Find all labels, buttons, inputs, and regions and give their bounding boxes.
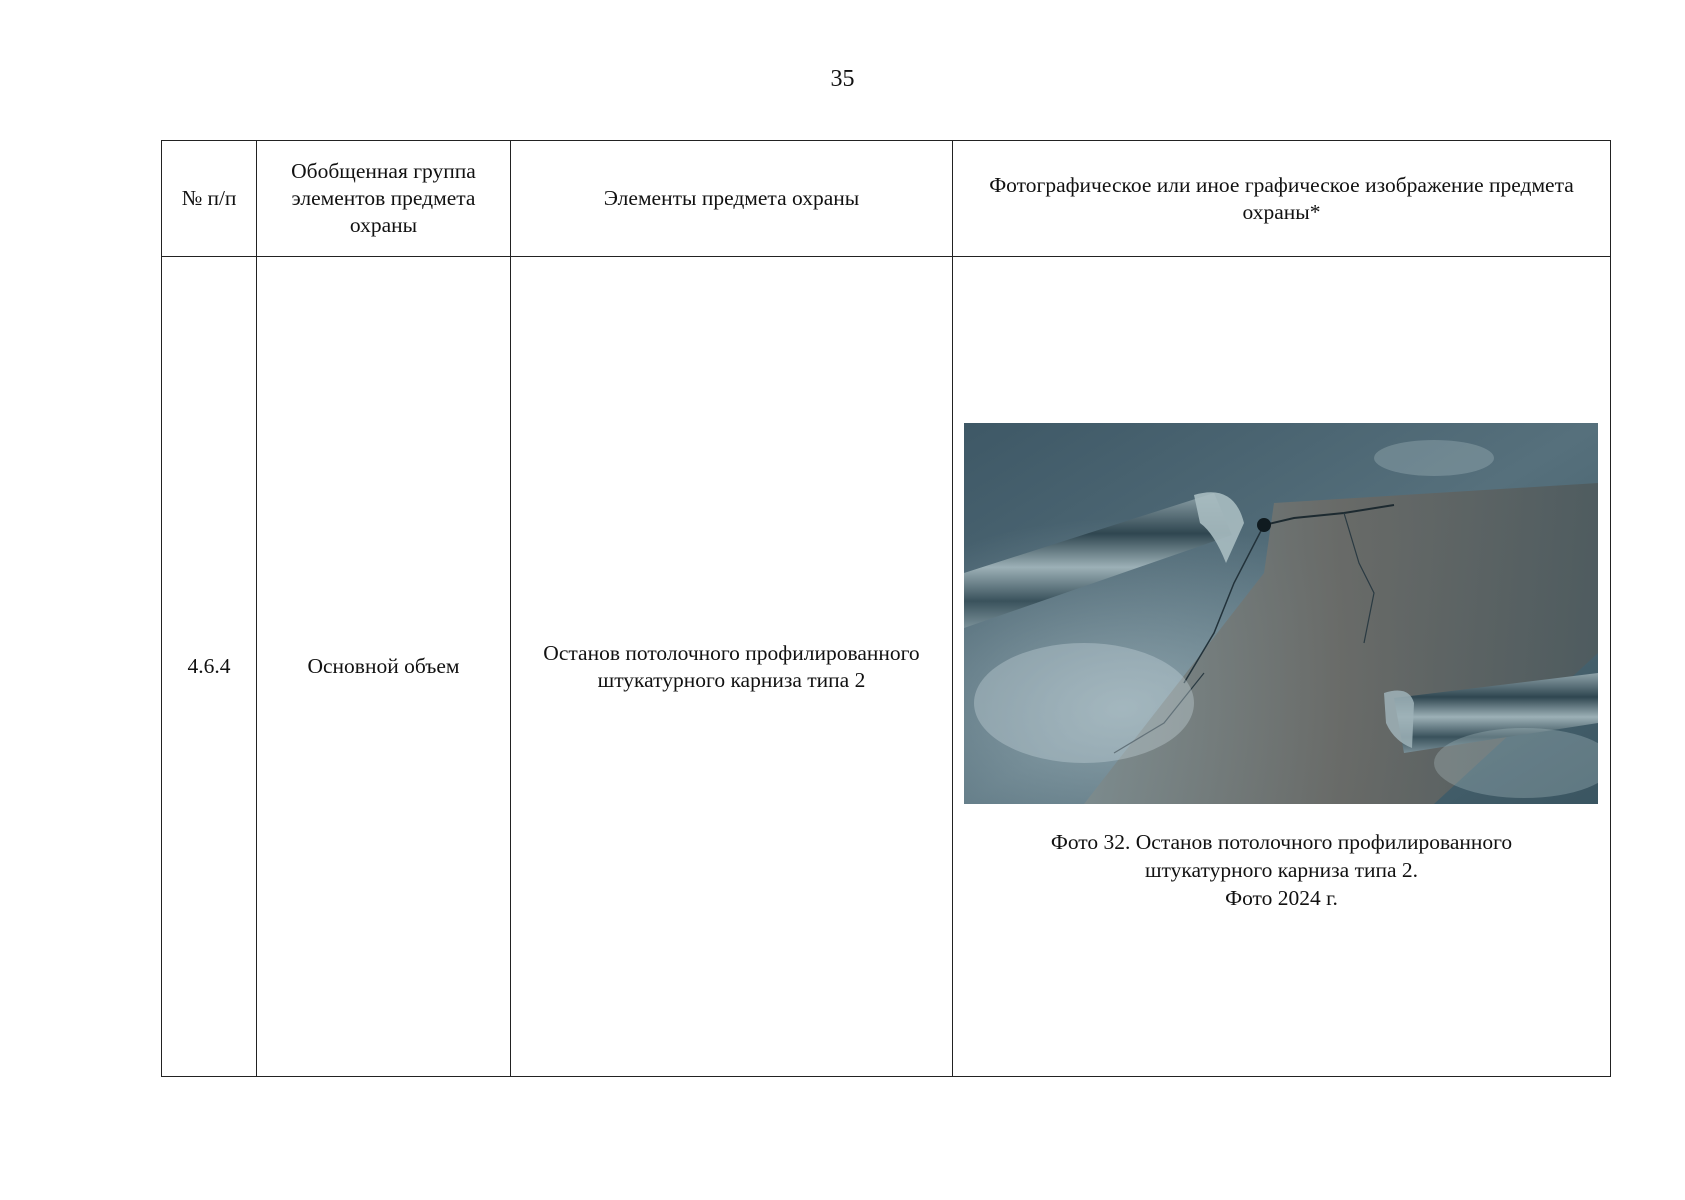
cell-element: Останов потолочного профилированного штукатурного карниза типа 2 (511, 257, 953, 1077)
cell-group: Основной объем (257, 257, 511, 1077)
protection-subject-table (161, 140, 1611, 1077)
caption-line-3: Фото 2024 г. (1225, 886, 1338, 910)
cornice-photo (964, 423, 1598, 804)
header-row (162, 141, 1611, 257)
page-number: 35 (830, 66, 855, 92)
caption-line-2: штукатурного карниза типа 2. (1144, 858, 1419, 882)
table-header (162, 141, 1611, 257)
cell-photo (953, 257, 1611, 1077)
photo-caption (953, 828, 1610, 912)
header-group: Обобщенная группа элементов предмета охраны (257, 141, 511, 257)
header-elements: Элементы предмета охраны (511, 141, 953, 257)
table-row (162, 257, 1611, 1077)
caption-line-1: Фото 32. Останов потолочного профилированного (1050, 830, 1513, 854)
cell-num: 4.6.4 (162, 257, 257, 1077)
header-num: № п/п (162, 141, 257, 257)
header-photo: Фотографическое или иное графическое изображение предмета охраны* (953, 141, 1611, 257)
